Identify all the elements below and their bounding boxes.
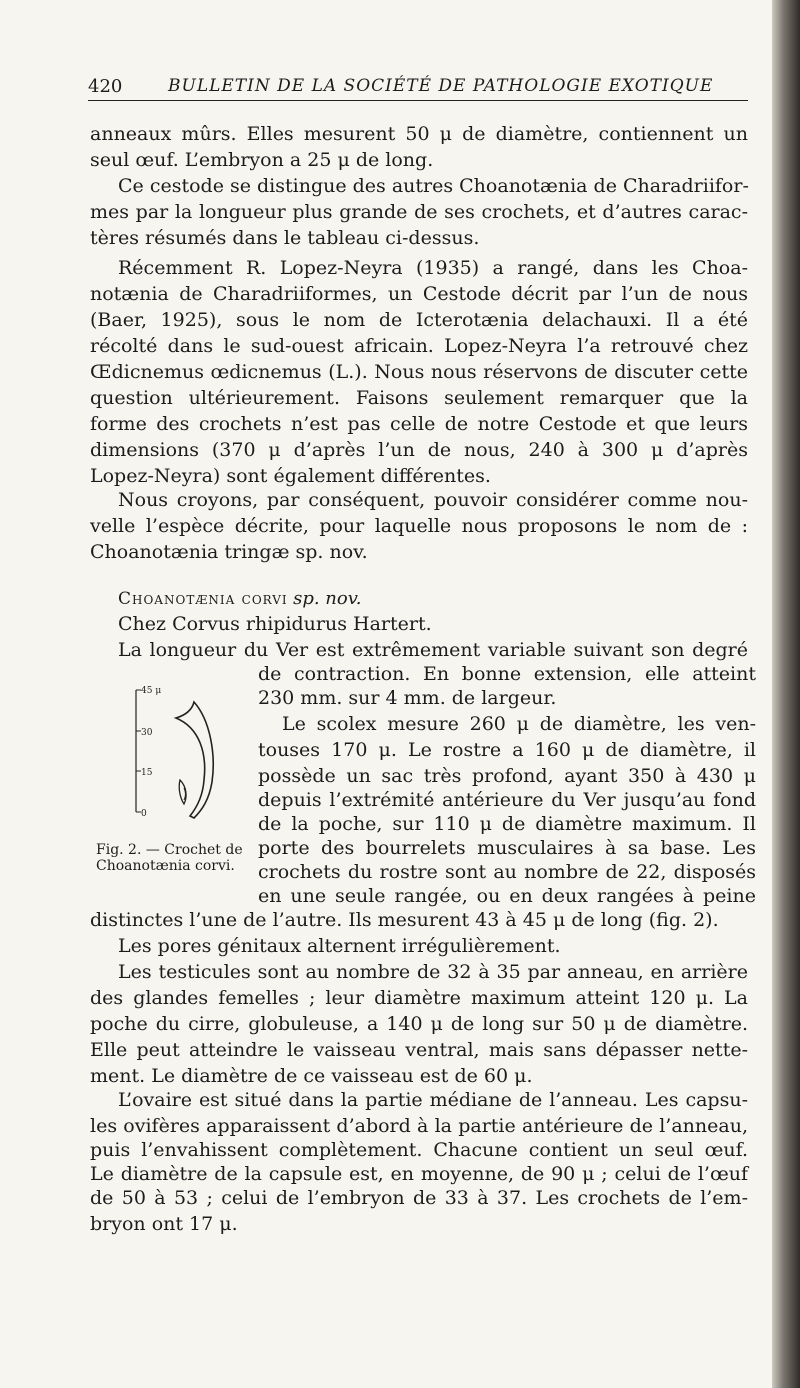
text-line: des glandes femelles ; leur diamètre maximum atteint 120 μ. La [90, 987, 748, 1009]
text-line: puis l’envahissent complètement. Chacune contient un seul œuf. [90, 1139, 748, 1161]
scale-label: 0 [141, 809, 147, 819]
text-line: poche du cirre, globuleuse, a 140 μ de long sur 50 μ de diamètre. [90, 1013, 748, 1035]
text-line: depuis l’extrémité antérieure du Ver jusqu’au fond [258, 789, 756, 811]
scale-label: 45 μ [141, 686, 162, 696]
text-line: ment. Le diamètre de ce vaisseau est de 60 μ. [90, 1065, 533, 1087]
text-line: distinctes l’une de l’autre. Ils mesurent 43 à 45 μ de long (fig. 2). [90, 909, 719, 931]
text-line: de 50 à 53 ; celui de l’embryon de 33 à 37. Les crochets de l’em- [90, 1187, 748, 1209]
text-line: porte des bourrelets musculaires à sa base. Les [258, 837, 756, 859]
text-line: mes par la longueur plus grande de ses crochets, et d’autres carac- [90, 201, 748, 223]
text-line: dimensions (370 μ d’après l’un de nous, 240 à 300 μ d’après [90, 439, 748, 461]
section-heading [118, 586, 361, 612]
text-line: 230 mm. sur 4 mm. de largeur. [258, 687, 557, 709]
running-title: BULLETIN DE LA SOCIÉTÉ DE PATHOLOGIE EXOTIQUE [168, 76, 714, 96]
scale-label: 15 [141, 768, 153, 778]
figure-caption: Fig. 2. — Crochet de Choanotænia corvi. [96, 842, 243, 874]
text-line: de contraction. En bonne extension, elle atteint [258, 663, 756, 685]
text-line: seul œuf. L’embryon a 25 μ de long. [90, 149, 434, 171]
text-line: notænia de Charadriiformes, un Cestode décrit par l’un de nous [90, 283, 748, 305]
text-line: les ovifères apparaissent d’abord à la partie antérieure de l’anneau, [90, 1115, 748, 1137]
text-line: Récemment R. Lopez-Neyra (1935) a rangé, dans les Choa- [118, 257, 748, 279]
text-line: de la poche, sur 110 μ de diamètre maximum. Il [258, 813, 756, 835]
text-line: Ce cestode se distingue des autres Choanotænia de Charadriifor- [118, 175, 749, 197]
text-line: possède un sac très profond, ayant 350 à 430 μ [258, 765, 756, 787]
species-suffix: sp. nov. [293, 588, 362, 609]
page-number: 420 [88, 76, 123, 97]
text-line: (Baer, 1925), sous le nom de Icterotænia delachauxi. Il a été [90, 309, 748, 331]
text-line: Le diamètre de la capsule est, en moyenne, de 90 μ ; celui de l’œuf [90, 1163, 748, 1185]
text-line: Nous croyons, par conséquent, pouvoir considérer comme nou- [118, 489, 748, 511]
text-line: La longueur du Ver est extrêmement variable suivant son degré [118, 639, 748, 661]
hook-figure [124, 684, 244, 834]
text-line: velle l’espèce décrite, pour laquelle nous proposons le nom de : [90, 515, 748, 537]
host-line: Chez Corvus rhipidurus Hartert. [118, 613, 432, 635]
text-line: L’ovaire est situé dans la partie médiane de l’anneau. Les capsu- [118, 1089, 748, 1111]
text-line: crochets du rostre sont au nombre de 22, disposés [258, 861, 756, 883]
text-line: question ultérieurement. Faisons seulement remarquer que la [90, 387, 748, 409]
book-gutter [772, 0, 800, 1388]
text-line: Le scolex mesure 260 μ de diamètre, les ven- [282, 713, 756, 735]
text-line: Choanotænia tringæ sp. nov. [90, 541, 368, 563]
text-line: récolté dans le sud-ouest africain. Lopez-Neyra l’a retrouvé chez [90, 335, 748, 357]
text-line: Œdicnemus œdicnemus (L.). Nous nous réservons de discuter cette [90, 361, 748, 383]
text-line: Elle peut atteindre le vaisseau ventral, mais sans dépasser nette- [90, 1039, 748, 1061]
text-line: touses 170 μ. Le rostre a 160 μ de diamètre, il [258, 739, 756, 761]
text-line: bryon ont 17 μ. [90, 1213, 238, 1235]
scale-label: 30 [141, 728, 153, 738]
species-name: Choanotænia corvi [118, 589, 288, 609]
text-line: Les pores génitaux alternent irrégulièrement. [118, 935, 561, 957]
text-line: anneaux mûrs. Elles mesurent 50 μ de diamètre, contiennent un [90, 123, 748, 145]
text-line: Lopez-Neyra) sont également différentes. [90, 465, 491, 487]
text-line: Les testicules sont au nombre de 32 à 35 par anneau, en arrière [118, 961, 748, 983]
header-rule [88, 100, 748, 101]
text-line: tères résumés dans le tableau ci-dessus. [90, 227, 480, 249]
text-line: en une seule rangée, ou en deux rangées à peine [258, 885, 756, 907]
text-line: forme des crochets n’est pas celle de notre Cestode et que leurs [90, 413, 748, 435]
